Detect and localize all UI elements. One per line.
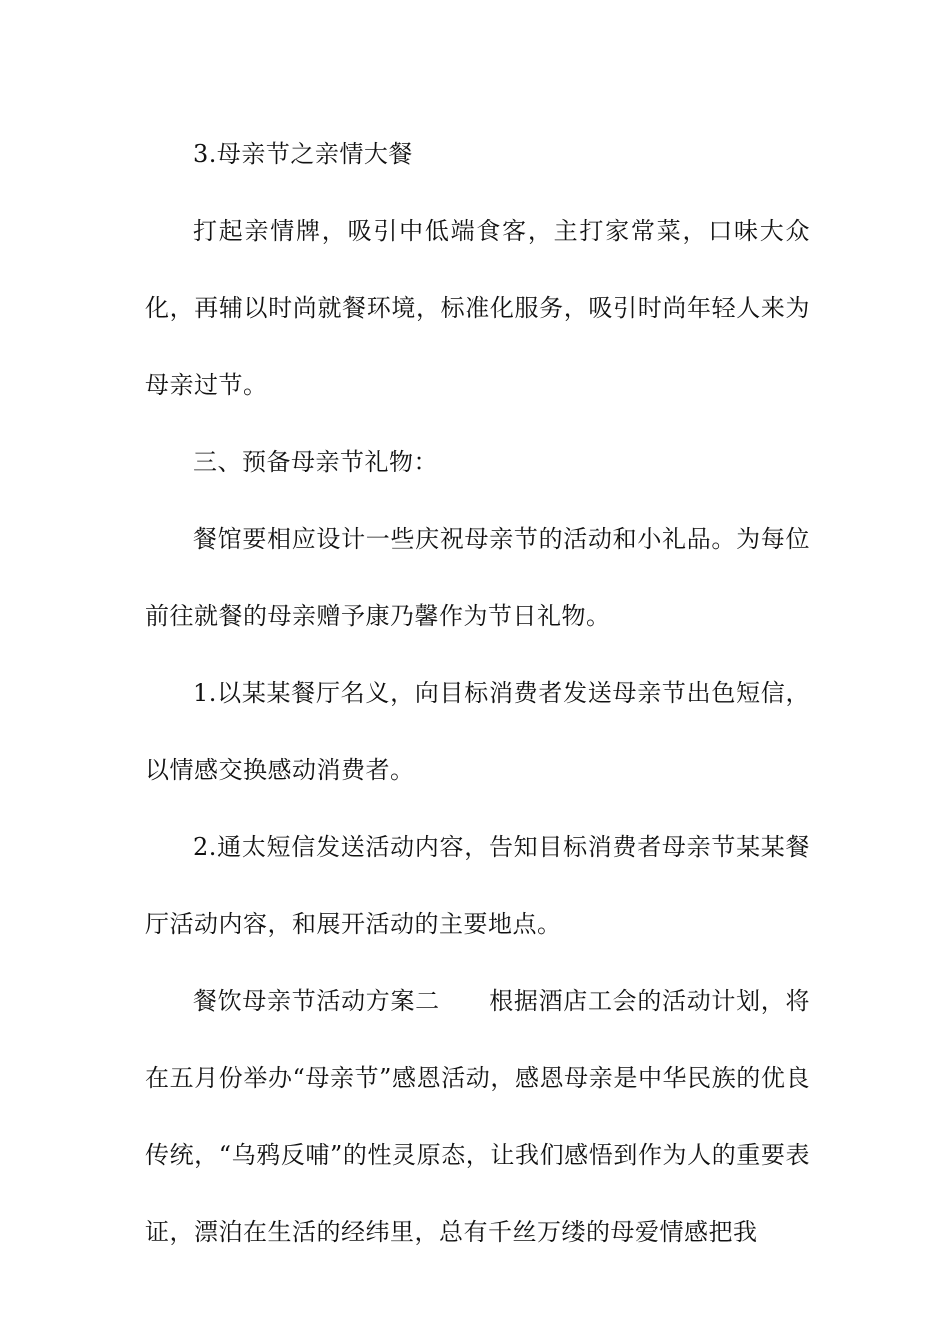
section-heading-family-meal: 3.母亲节之亲情大餐 [193, 140, 413, 168]
section-heading-gifts: 三、预备母亲节礼物： [193, 448, 438, 476]
paragraph-gifts-description: 餐馆要相应设计一些庆祝母亲节的活动和小礼品。为每位前往就餐的母亲赠予康乃馨作为节日礼物。 [145, 525, 810, 630]
document-body [145, 116, 810, 1271]
list-item-sms-activity: 2.通太短信发送活动内容，告知目标消费者母亲节某某餐厅活动内容，和展开活动的主要地点。 [145, 833, 810, 938]
paragraph-plan-two: 餐饮母亲节活动方案二 根据酒店工会的活动计划，将在五月份举办“母亲节”感恩活动，感恩母亲是中华民族的优良传统，“乌鸦反哺”的性灵原态，让我们感悟到作为人的重要表证，漂泊在生活的经纬里，总有千丝万缕的母爱情感把我 [145, 987, 810, 1246]
paragraph-family-meal-description: 打起亲情牌，吸引中低端食客，主打家常菜，口味大众化，再辅以时尚就餐环境，标准化服务，吸引时尚年轻人来为母亲过节。 [145, 217, 810, 399]
list-item-sms-greeting: 1.以某某餐厅名义，向目标消费者发送母亲节出色短信，以情感交换感动消费者。 [145, 679, 810, 784]
